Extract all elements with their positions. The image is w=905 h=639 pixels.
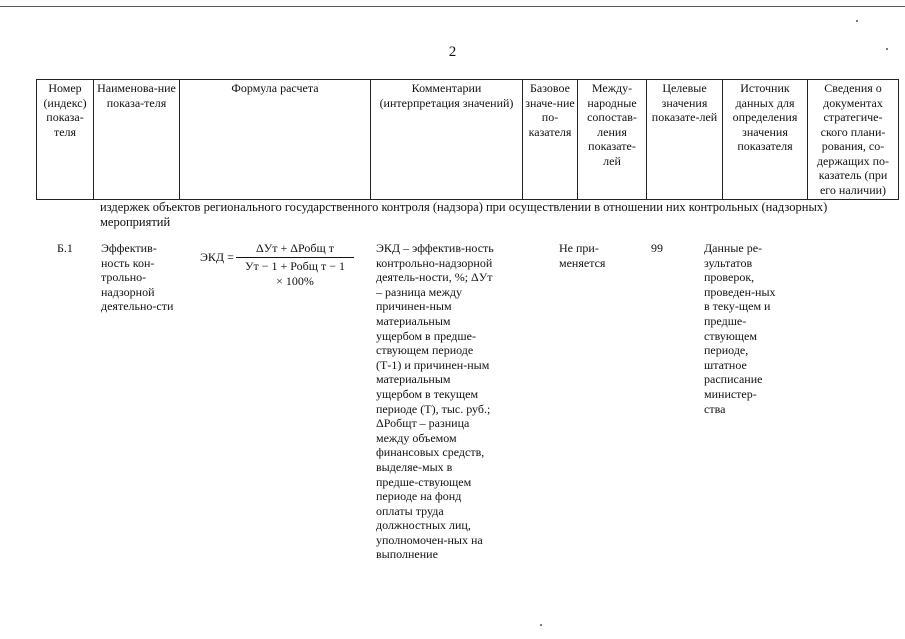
row-indicator-name: Эффектив-ность кон-трольно-надзорной деятельно-сти bbox=[101, 241, 174, 314]
row-target-value: 99 bbox=[651, 241, 663, 255]
header-formula: Формула расчета bbox=[180, 80, 371, 200]
row-index: Б.1 bbox=[57, 241, 73, 255]
header-strategic-documents: Сведения о документах стратегиче-ского плани-рования, со-держащих по-казатель (при его наличии) bbox=[808, 80, 899, 200]
scan-speck bbox=[886, 48, 888, 50]
top-border-line bbox=[0, 6, 905, 7]
header-index: Номер (индекс) показа-теля bbox=[37, 80, 94, 200]
header-international-comparison: Между-народные сопостав-ления показате-лей bbox=[578, 80, 647, 200]
formula-fraction-bar bbox=[236, 257, 354, 258]
continuation-text: издержек объектов регионального государственного контроля (надзора) при осуществлении в отношении них контрольных (надзорных) мероприятий bbox=[100, 200, 828, 229]
formula-lhs: ЭКД = bbox=[200, 250, 234, 264]
formula-multiplier: × 100% bbox=[276, 274, 314, 288]
header-comments: Комментарии (интерпретация значений) bbox=[371, 80, 523, 200]
formula-numerator: ΔУт + ΔРобщ т bbox=[256, 241, 334, 255]
header-base-value: Базовое значе-ние по-казателя bbox=[523, 80, 578, 200]
page-number: 2 bbox=[448, 44, 457, 60]
row-data-source: Данные ре-зультатов проверок, проведен-ных в теку-щем и предше-ствующем периоде, штатное расписание министер-ства bbox=[704, 241, 776, 416]
scan-speck bbox=[540, 624, 542, 626]
header-indicator-name: Наименова-ние показа-теля bbox=[94, 80, 180, 200]
formula bbox=[200, 241, 360, 293]
row-base-value: Не при-меняется bbox=[559, 241, 606, 270]
formula-denominator: Ут − 1 + Робщ т − 1 bbox=[244, 259, 345, 273]
header-target-values: Целевые значения показате-лей bbox=[647, 80, 723, 200]
header-data-source: Источник данных для определения значения показателя bbox=[723, 80, 808, 200]
row-comment: ЭКД – эффектив-ность контрольно-надзорной деятель-ности, %; ΔУт – разница между причинен-ным материальным ущербом в предше-ствующем периоде (Т-1) и причинен-ным материальным ущербом в текущем периоде (Т), тыс. руб.; ΔРобщт – разница между объемом финансовых средств, выделяе-мых в предше-ствующем периоде на фонд оплаты труда должностных лиц, уполномочен-ных на выполнение bbox=[376, 241, 494, 562]
indicators-table-header bbox=[36, 79, 899, 200]
scan-speck bbox=[856, 20, 858, 22]
